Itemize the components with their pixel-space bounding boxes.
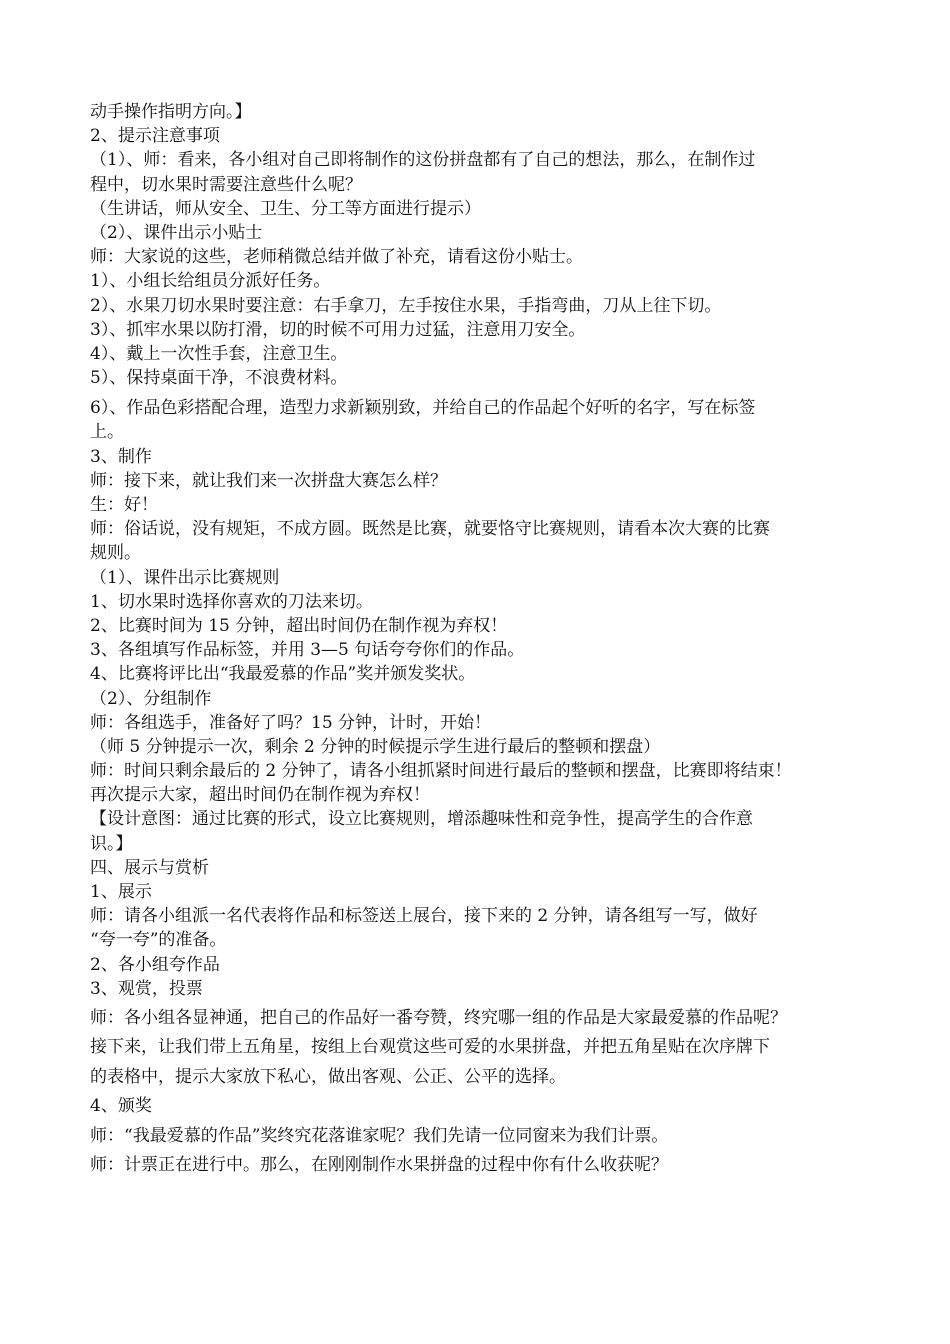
text-line: 师：时间只剩余最后的 2 分钟了，请各小组抓紧时间进行最后的整顿和摆盘，比赛即将结束！	[90, 761, 792, 782]
tip-item: 5）、保持桌面干净，不浪费材料。	[90, 368, 348, 389]
rule-item: 1、切水果时选择你喜欢的刀法来切。	[90, 591, 373, 612]
text-line: 接下来，让我们带上五角星，按组上台观赏这些可爱的水果拼盘，并把五角星贴在次序牌下	[90, 1037, 770, 1058]
text-line: 师：大家说的这些，老师稍微总结并做了补充，请看这份小贴士。	[90, 247, 583, 268]
tip-item: 1）、小组长给组员分派好任务。	[90, 271, 331, 292]
rule-item: 3、各组填写作品标签，并用 3—5 句话夸夸你们的作品。	[90, 640, 525, 661]
text-line: （生讲话，师从安全、卫生、分工等方面进行提示）	[90, 198, 481, 219]
tip-item: 4）、戴上一次性手套，注意卫生。	[90, 343, 348, 364]
subsection-heading: （1）、课件出示比赛规则	[90, 567, 280, 588]
document-page	[90, 100, 870, 1179]
text-line: 师：请各小组派一名代表将作品和标签送上展台，接下来的 2 分钟，请各组写一写，做好	[90, 906, 758, 927]
rule-item: 2、比赛时间为 15 分钟，超出时间仍在制作视为弃权！	[90, 615, 508, 636]
section-heading: 1、展示	[90, 882, 152, 902]
text-line: 程中，切水果时需要注意些什么呢？	[90, 174, 362, 195]
text-line: 动手操作指明方向。】	[90, 102, 252, 122]
text-line: （师 5 分钟提示一次，剩余 2 分钟的时候提示学生进行最后的整顿和摆盘）	[90, 736, 661, 757]
text-line: “夸一夸”的准备。	[90, 930, 227, 951]
section-heading: 2、提示注意事项	[90, 126, 220, 147]
text-line: 上。	[90, 422, 124, 443]
text-line: 师：俗话说，没有规矩，不成方圆。既然是比赛，就要恪守比赛规则，请看本次大赛的比赛	[90, 519, 770, 540]
design-intent: 【设计意图：通过比赛的形式，设立比赛规则，增添趣味性和竞争性，提高学生的合作意	[90, 809, 753, 830]
chapter-heading: 四、展示与赏析	[90, 857, 209, 878]
text-line: 师：接下来，就让我们来一次拼盘大赛怎么样？	[90, 470, 447, 491]
text-line: 的表格中，提示大家放下私心，做出客观、公正、公平的选择。	[90, 1066, 566, 1087]
tip-item: 6）、作品色彩搭配合理，造型力求新颖别致，并给自己的作品起个好听的名字，写在标签	[90, 398, 756, 419]
text-line: 师：各小组各显神通，把自己的作品好一番夸赞，终究哪一组的作品是大家最爱慕的作品呢？	[90, 1007, 787, 1028]
section-heading: 4、颁奖	[90, 1096, 152, 1117]
text-line: 规则。	[90, 543, 141, 564]
text-line: 生：好！	[90, 495, 158, 515]
section-heading: 3、制作	[90, 446, 152, 467]
text-line: （1）、师：看来，各小组对自己即将制作的这份拼盘都有了自己的想法，那么，在制作过	[90, 150, 756, 171]
section-heading: 3、观赏，投票	[90, 978, 203, 999]
text-line: 师：计票正在进行中。那么，在刚刚制作水果拼盘的过程中你有什么收获呢？	[90, 1155, 668, 1176]
text-line: 再次提示大家，超出时间仍在制作视为弃权！	[90, 785, 430, 806]
text-line: 师：各组选手，准备好了吗？15 分钟，计时，开始！	[90, 712, 492, 733]
design-intent: 识。】	[90, 833, 133, 854]
tip-item: 2）、水果刀切水果时要注意：右手拿刀，左手按住水果，手指弯曲，刀从上往下切。	[90, 295, 722, 316]
tip-item: 3）、抓牢水果以防打滑，切的时候不可用力过猛，注意用刀安全。	[90, 319, 586, 340]
subsection-heading: （2）、课件出示小贴士	[90, 222, 263, 243]
subsection-heading: （2）、分组制作	[90, 688, 212, 709]
section-heading: 2、各小组夸作品	[90, 954, 220, 975]
rule-item: 4、比赛将评比出“我最爱慕的作品”奖并颁发奖状。	[90, 664, 476, 685]
text-line: 师：“我最爱慕的作品”奖终究花落谁家呢？我们先请一位同窗来为我们计票。	[90, 1125, 669, 1146]
